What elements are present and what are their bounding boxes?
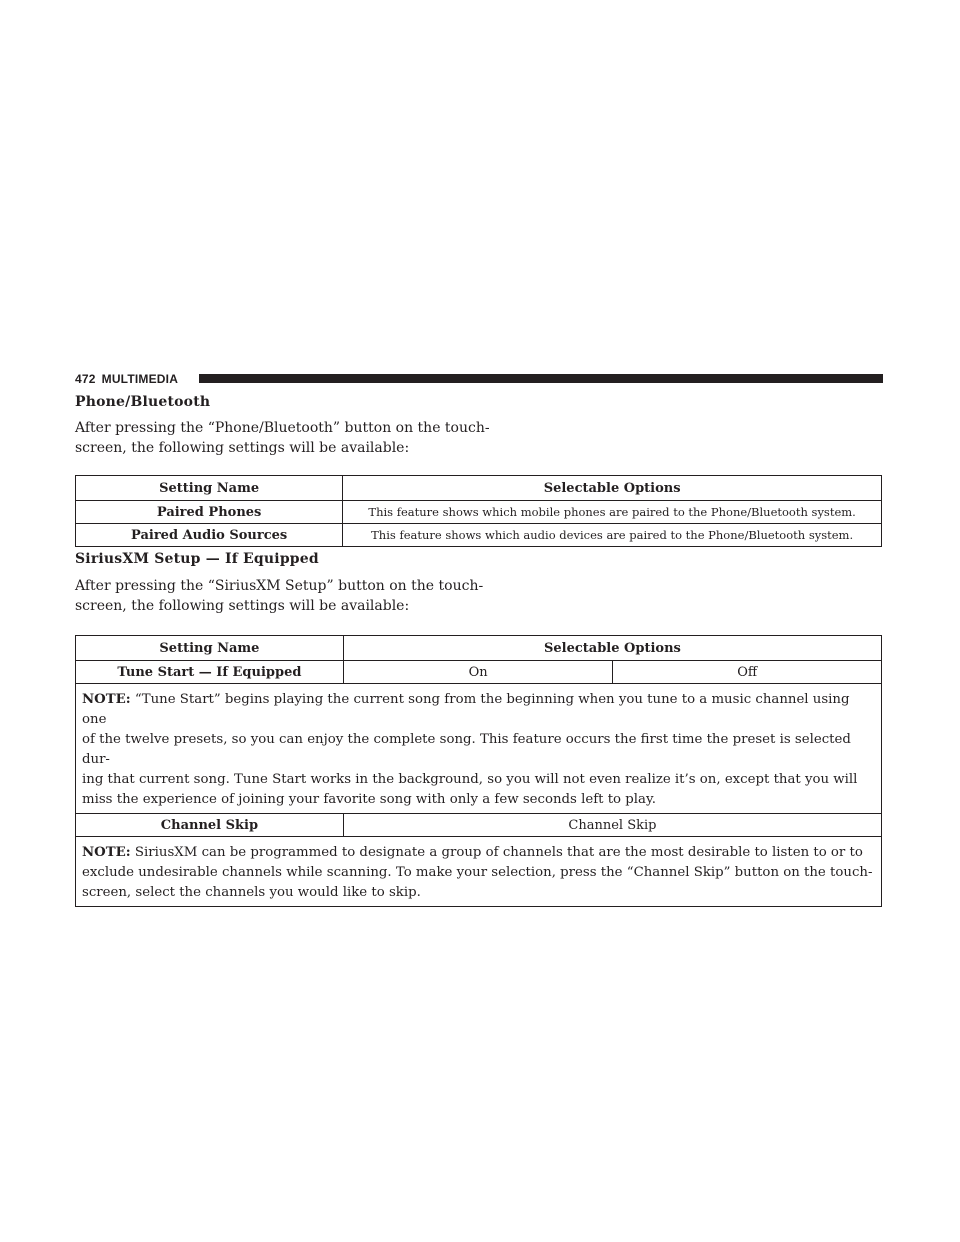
- note-text: SiriusXM can be programmed to designate a group of channels that are the most desirable to listen to or to: [134, 845, 863, 860]
- setting-description: This feature shows which audio devices are paired to the Phone/Bluetooth system.: [343, 524, 882, 547]
- page-number: 472: [75, 372, 96, 386]
- note-label: NOTE:: [82, 845, 131, 860]
- table-row: [76, 661, 882, 684]
- table-row: [76, 814, 882, 837]
- intro-line: After pressing the “Phone/Bluetooth” button on the touch-: [75, 420, 490, 436]
- note-text: “Tune Start” begins playing the current song from the beginning when you tune to a music channel using one: [82, 692, 850, 727]
- option-off: Off: [613, 661, 882, 684]
- note-row: [76, 684, 882, 814]
- intro-line: After pressing the “SiriusXM Setup” button on the touch-: [75, 578, 484, 594]
- siriusxm-table: [75, 635, 882, 907]
- channel-skip-note: [76, 837, 882, 907]
- note-row: [76, 837, 882, 907]
- siriusxm-heading: SiriusXM Setup — If Equipped: [75, 551, 319, 567]
- section-title: MULTIMEDIA: [101, 372, 179, 386]
- table-row: [76, 524, 882, 547]
- note-label: NOTE:: [82, 692, 131, 707]
- setting-option: Channel Skip: [343, 814, 881, 837]
- siriusxm-intro: [75, 576, 495, 616]
- intro-line: screen, the following settings will be available:: [75, 598, 410, 614]
- note-text: miss the experience of joining your favorite song with only a few seconds left to play.: [82, 792, 656, 807]
- option-on: On: [343, 661, 613, 684]
- setting-name: Tune Start — If Equipped: [76, 661, 344, 684]
- intro-line: screen, the following settings will be available:: [75, 440, 410, 456]
- phone-bluetooth-table: [75, 475, 882, 547]
- col-setting-name: Setting Name: [76, 476, 343, 501]
- table-row: [76, 501, 882, 524]
- header-label: [75, 372, 178, 386]
- setting-description: This feature shows which mobile phones are paired to the Phone/Bluetooth system.: [343, 501, 882, 524]
- setting-name: Paired Phones: [76, 501, 343, 524]
- header-rule: [199, 374, 883, 383]
- col-setting-name: Setting Name: [76, 636, 344, 661]
- setting-name: Channel Skip: [76, 814, 344, 837]
- note-text: screen, select the channels you would like to skip.: [82, 885, 421, 900]
- setting-name: Paired Audio Sources: [76, 524, 343, 547]
- tune-start-note: [76, 684, 882, 814]
- col-selectable-options: Selectable Options: [343, 476, 882, 501]
- table-header-row: [76, 636, 882, 661]
- table-header-row: [76, 476, 882, 501]
- page-header: [75, 372, 883, 386]
- phone-bluetooth-heading: Phone/Bluetooth: [75, 394, 211, 410]
- note-text: of the twelve presets, so you can enjoy the complete song. This feature occurs the first time the preset is selected dur-: [82, 732, 851, 767]
- phone-bluetooth-intro: [75, 418, 495, 458]
- note-text: exclude undesirable channels while scanning. To make your selection, press the “Channel Skip” button on the touch-: [82, 865, 873, 880]
- col-selectable-options: Selectable Options: [343, 636, 881, 661]
- note-text: ing that current song. Tune Start works in the background, so you will not even realize it’s on, except that you will: [82, 772, 858, 787]
